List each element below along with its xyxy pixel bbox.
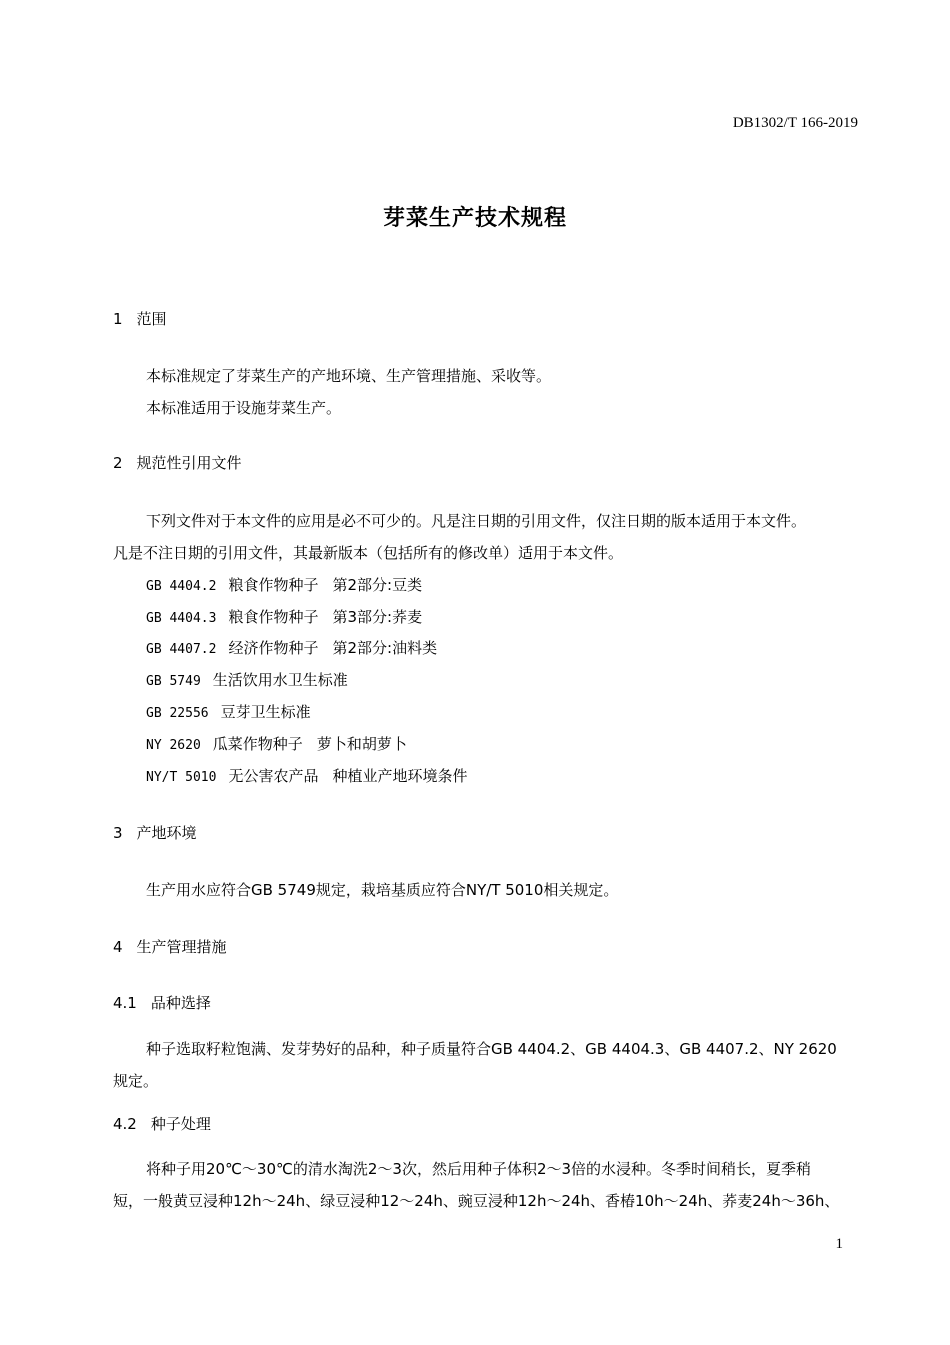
- section-title: 范围: [136, 310, 167, 328]
- reference-name: 经济作物种子: [228, 639, 319, 657]
- subsection-number: 4.2: [113, 1115, 137, 1133]
- reference-code: NY 2620: [146, 738, 201, 753]
- reference-name: 豆芽卫生标准: [220, 703, 311, 721]
- references-intro-line-2: 凡是不注日期的引用文件，其最新版本（包括所有的修改单）适用于本文件。: [113, 544, 624, 562]
- reference-part: 种植业产地环境条件: [332, 767, 468, 785]
- document-title: 芽菜生产技术规程: [382, 206, 567, 231]
- section-heading-production-management: [113, 937, 227, 957]
- subsection-title: 种子处理: [150, 1115, 211, 1133]
- scope-paragraph-2: 本标准适用于设施芽菜生产。: [146, 399, 342, 417]
- reference-code: GB 4404.2: [146, 579, 217, 594]
- reference-name: 生活饮用水卫生标准: [212, 671, 348, 689]
- reference-part: 萝卜和胡萝卜: [316, 735, 407, 753]
- section-title: 生产管理措施: [136, 938, 227, 956]
- section-heading-normative-references: [113, 453, 242, 473]
- seed-treatment-line-1: 将种子用20℃～30℃的清水淘洗2～3次，然后用种子体积2～3倍的水浸种。冬季时间稍长，夏季稍: [146, 1160, 812, 1178]
- reference-part: 第2部分:豆类: [332, 576, 423, 594]
- variety-selection-line-1: 种子选取籽粒饱满、发芽势好的品种，种子质量符合GB 4404.2、GB 4404.3、GB 4407.2、NY 2620: [146, 1040, 837, 1058]
- reference-item: [146, 702, 325, 724]
- section-number: 1: [113, 310, 123, 328]
- variety-selection-line-2: 规定。: [113, 1072, 159, 1090]
- subsection-heading-variety-selection: [113, 993, 211, 1013]
- reference-item: [146, 575, 422, 597]
- page-number: 1: [835, 1236, 843, 1252]
- section-heading-scope: [113, 309, 167, 329]
- reference-code: GB 4404.3: [146, 611, 217, 626]
- section-number: 2: [113, 454, 123, 472]
- reference-item: [146, 638, 437, 660]
- subsection-heading-seed-treatment: [113, 1114, 211, 1134]
- reference-code: GB 22556: [146, 706, 209, 721]
- section-number: 4: [113, 938, 123, 956]
- section-heading-environment: [113, 823, 197, 843]
- section-title: 产地环境: [136, 824, 197, 842]
- reference-item: [146, 734, 407, 756]
- subsection-number: 4.1: [113, 994, 137, 1012]
- section-title: 规范性引用文件: [136, 454, 242, 472]
- reference-name: 粮食作物种子: [228, 608, 319, 626]
- seed-treatment-line-2: 短，一般黄豆浸种12h～24h、绿豆浸种12～24h、豌豆浸种12h～24h、香椿10h～24h、荞麦24h～36h、: [113, 1192, 840, 1210]
- reference-item: [146, 670, 362, 692]
- reference-item: [146, 766, 467, 788]
- reference-name: 粮食作物种子: [228, 576, 319, 594]
- reference-code: NY/T 5010: [146, 770, 217, 785]
- reference-name: 无公害农产品: [228, 767, 319, 785]
- reference-part: 第3部分:荞麦: [332, 608, 423, 626]
- reference-name: 瓜菜作物种子: [212, 735, 303, 753]
- references-intro-line-1: 下列文件对于本文件的应用是必不可少的。凡是注日期的引用文件，仅注日期的版本适用于本文件。: [146, 512, 807, 530]
- reference-code: GB 5749: [146, 674, 201, 689]
- standard-code: DB1302/T 166-2019: [732, 115, 858, 131]
- subsection-title: 品种选择: [150, 994, 211, 1012]
- environment-paragraph: 生产用水应符合GB 5749规定，栽培基质应符合NY/T 5010相关规定。: [146, 881, 619, 899]
- scope-paragraph-1: 本标准规定了芽菜生产的产地环境、生产管理措施、采收等。: [146, 367, 552, 385]
- reference-item: [146, 607, 422, 629]
- section-number: 3: [113, 824, 123, 842]
- reference-part: 第2部分:油料类: [332, 639, 438, 657]
- reference-code: GB 4407.2: [146, 642, 217, 657]
